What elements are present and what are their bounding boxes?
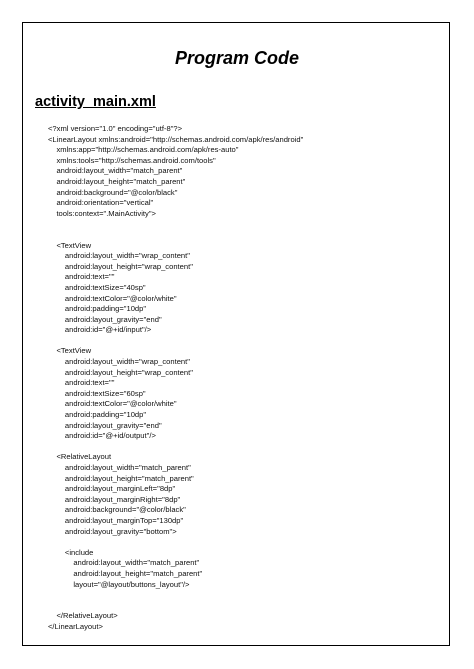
file-heading: activity_main.xml	[35, 94, 156, 110]
code-line: android:layout_marginLeft="8dp"	[48, 484, 176, 494]
code-line: android:background="@color/black"	[48, 505, 186, 515]
code-line: android:layout_width="match_parent"	[48, 166, 183, 176]
code-line	[48, 336, 303, 347]
code-line: <?xml version="1.0" encoding="utf-8"?>	[48, 124, 183, 133]
code-line: android:orientation="vertical"	[48, 198, 154, 208]
code-line	[48, 442, 303, 453]
code-line: </LinearLayout>	[48, 621, 103, 631]
code-line: android:layout_width="match_parent"	[48, 558, 200, 568]
code-line: <TextView	[48, 346, 92, 356]
code-line: layout="@layout/buttons_layout"/>	[48, 579, 190, 589]
code-line: android:textColor="@color/white"	[48, 293, 177, 303]
code-line	[48, 230, 303, 241]
code-line	[48, 590, 303, 601]
code-line: android:layout_width="wrap_content"	[48, 251, 190, 261]
code-line: android:layout_gravity="bottom">	[48, 526, 177, 536]
code-line	[48, 219, 303, 230]
code-line: android:padding="10dp"	[48, 304, 147, 314]
code-line: android:layout_height="match_parent"	[48, 473, 194, 483]
code-line: android:padding="10dp"	[48, 410, 147, 420]
code-line: android:text=""	[48, 272, 115, 282]
code-line: android:layout_marginRight="8dp"	[48, 494, 181, 504]
code-line: <include	[48, 547, 94, 557]
code-line: android:layout_height="wrap_content"	[48, 261, 193, 271]
code-line: xmlns:tools="http://schemas.android.com/tools"	[48, 155, 216, 165]
code-line: android:layout_width="wrap_content"	[48, 357, 190, 367]
code-line: android:id="@+id/output"/>	[48, 431, 156, 441]
code-line: android:layout_height="match_parent"	[48, 568, 203, 578]
code-line: <RelativeLayout	[48, 452, 112, 462]
code-line: xmlns:app="http://schemas.android.com/apk/res-auto"	[48, 145, 239, 155]
code-line: <TextView	[48, 240, 92, 250]
code-line: tools:context=".MainActivity">	[48, 208, 156, 218]
code-line: android:layout_height="match_parent"	[48, 176, 186, 186]
code-line: android:layout_width="match_parent"	[48, 463, 191, 472]
code-line: android:layout_gravity="end"	[48, 314, 162, 324]
code-line: android:layout_marginTop="130dp"	[48, 515, 184, 525]
code-line: android:id="@+id/input"/>	[48, 325, 152, 335]
code-line: </RelativeLayout>	[48, 611, 118, 621]
code-line	[48, 537, 303, 548]
code-block	[48, 124, 303, 633]
code-line: android:textSize="60sp"	[48, 388, 146, 398]
code-line: android:layout_gravity="end"	[48, 420, 162, 430]
code-line	[48, 601, 303, 612]
page-title: Program Code	[174, 48, 300, 68]
code-line: android:background="@color/black"	[48, 187, 178, 197]
code-line: android:layout_height="wrap_content"	[48, 367, 193, 377]
code-line: android:textSize="40sp"	[48, 282, 146, 292]
code-line: android:text=""	[48, 378, 115, 388]
code-line: android:textColor="@color/white"	[48, 399, 177, 409]
code-line: <LinearLayout xmlns:android="http://schemas.android.com/apk/res/android"	[48, 134, 304, 144]
